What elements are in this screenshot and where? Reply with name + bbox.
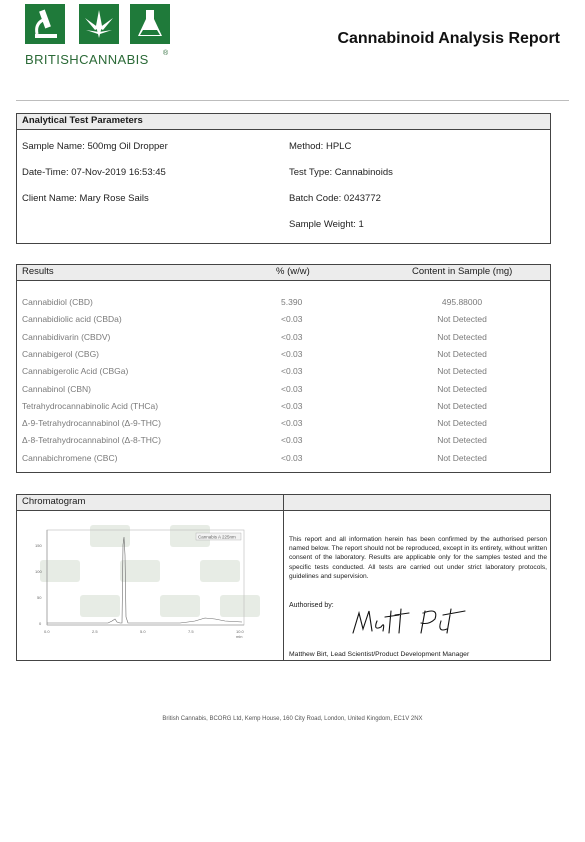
percent-ww: <0.03: [281, 366, 303, 377]
method: Method: HPLC: [289, 141, 352, 152]
results-heading: Results: [22, 266, 54, 277]
y-tick-label: 100: [35, 569, 42, 574]
cannabinoid-name: Cannabinol (CBN): [22, 383, 91, 394]
content-mg: 495.88000: [441, 297, 483, 307]
test-parameters-panel: [16, 113, 551, 244]
content-mg: Not Detected: [437, 383, 487, 394]
flask-icon: [130, 4, 170, 44]
x-tick-label: 0.0: [44, 629, 50, 634]
percent-ww: 5.390: [281, 297, 303, 307]
percent-ww: <0.03: [281, 383, 303, 394]
content-mg: Not Detected: [437, 348, 487, 359]
content-column-header: Content in Sample (mg): [412, 266, 513, 277]
chromatogram-heading: Chromatogram: [22, 496, 86, 507]
logo-wordmark: BRITISHCANNABIS: [25, 52, 149, 67]
panel-header: [17, 114, 550, 130]
y-tick-label: 50: [37, 595, 42, 600]
authorised-by-label: Authorised by:: [289, 602, 334, 609]
cannabis-leaf-icon: [79, 4, 119, 44]
percent-ww: <0.03: [281, 400, 303, 411]
content-mg: Not Detected: [437, 435, 487, 446]
percent-ww: <0.03: [281, 314, 303, 325]
x-tick-label: 7.5: [188, 629, 194, 634]
x-tick-label: 5.0: [140, 629, 146, 634]
brand-logo: [25, 0, 175, 70]
pct-column-header: % (w/w): [276, 266, 310, 277]
results-panel: [16, 264, 551, 473]
column-divider: [283, 495, 284, 660]
test-type: Test Type: Cannabinoids: [289, 167, 393, 178]
disclaimer-text: This report and all information herein has been confirmed by the authorised person named below. The report should not be reproduced, except in its entirety, without written consent of the laboratory. Results are applicable only for the samples tested and the specific tests conducted. All tests are carried out under strict laboratory protocols, guidelines and supervision.: [289, 536, 547, 580]
x-axis-unit: min: [236, 634, 243, 639]
cannabinoid-name: Cannabidiol (CBD): [22, 297, 93, 307]
signatory-name: Matthew Birt, Lead Scientist/Product Development Manager: [289, 651, 470, 658]
client-name: Client Name: Mary Rose Sails: [22, 193, 149, 204]
percent-ww: <0.03: [281, 418, 303, 429]
header-divider: [16, 100, 569, 101]
x-tick-label: 10.0: [236, 629, 244, 634]
percent-ww: <0.03: [281, 331, 303, 342]
sample-name: Sample Name: 500mg Oil Dropper: [22, 141, 168, 152]
signature: [347, 603, 477, 641]
microscope-icon: [25, 4, 65, 44]
content-mg: Not Detected: [437, 366, 487, 377]
cannabinoid-name: Δ-8-Tetrahydrocannabinol (Δ-8-THC): [22, 435, 161, 446]
percent-ww: <0.03: [281, 452, 303, 463]
cannabinoid-name: Δ-9-Tetrahydrocannabinol (Δ-9-THC): [22, 418, 161, 429]
date-time: Date-Time: 07-Nov-2019 16:53:45: [22, 167, 166, 178]
sample-weight: Sample Weight: 1: [289, 219, 364, 230]
content-mg: Not Detected: [437, 400, 487, 411]
cannabinoid-name: Tetrahydrocannabinolic Acid (THCa): [22, 400, 159, 411]
batch-code: Batch Code: 0243772: [289, 193, 381, 204]
content-mg: Not Detected: [437, 314, 487, 325]
content-mg: Not Detected: [437, 331, 487, 342]
chromatogram-panel: [16, 494, 551, 661]
cannabinoid-name: Cannabidiolic acid (CBDa): [22, 314, 122, 325]
chromatogram-plot: [20, 515, 278, 655]
footer-address: British Cannabis, BCORG Ltd, Kemp House, 160 City Road, London, United Kingdom, EC1V 2NX: [162, 716, 423, 722]
results-header: [17, 265, 550, 281]
content-mg: Not Detected: [437, 418, 487, 429]
y-tick-label: 150: [35, 543, 42, 548]
panel-heading: Analytical Test Parameters: [22, 115, 143, 126]
registered-mark: ®: [163, 50, 169, 57]
report-title: Cannabinoid Analysis Report: [337, 30, 560, 47]
percent-ww: <0.03: [281, 435, 303, 446]
cannabinoid-name: Cannabidivarin (CBDV): [22, 331, 111, 342]
y-tick-label: 0: [39, 621, 42, 626]
cannabinoid-name: Cannabichromene (CBC): [22, 452, 118, 463]
cannabinoid-name: Cannabigerol (CBG): [22, 348, 100, 359]
x-tick-label: 2.5: [92, 629, 98, 634]
content-mg: Not Detected: [437, 452, 487, 463]
cannabinoid-name: Cannabigerolic Acid (CBGa): [22, 366, 129, 377]
chromatogram-legend: Cannabis A 225nm: [198, 534, 236, 540]
percent-ww: <0.03: [281, 348, 303, 359]
